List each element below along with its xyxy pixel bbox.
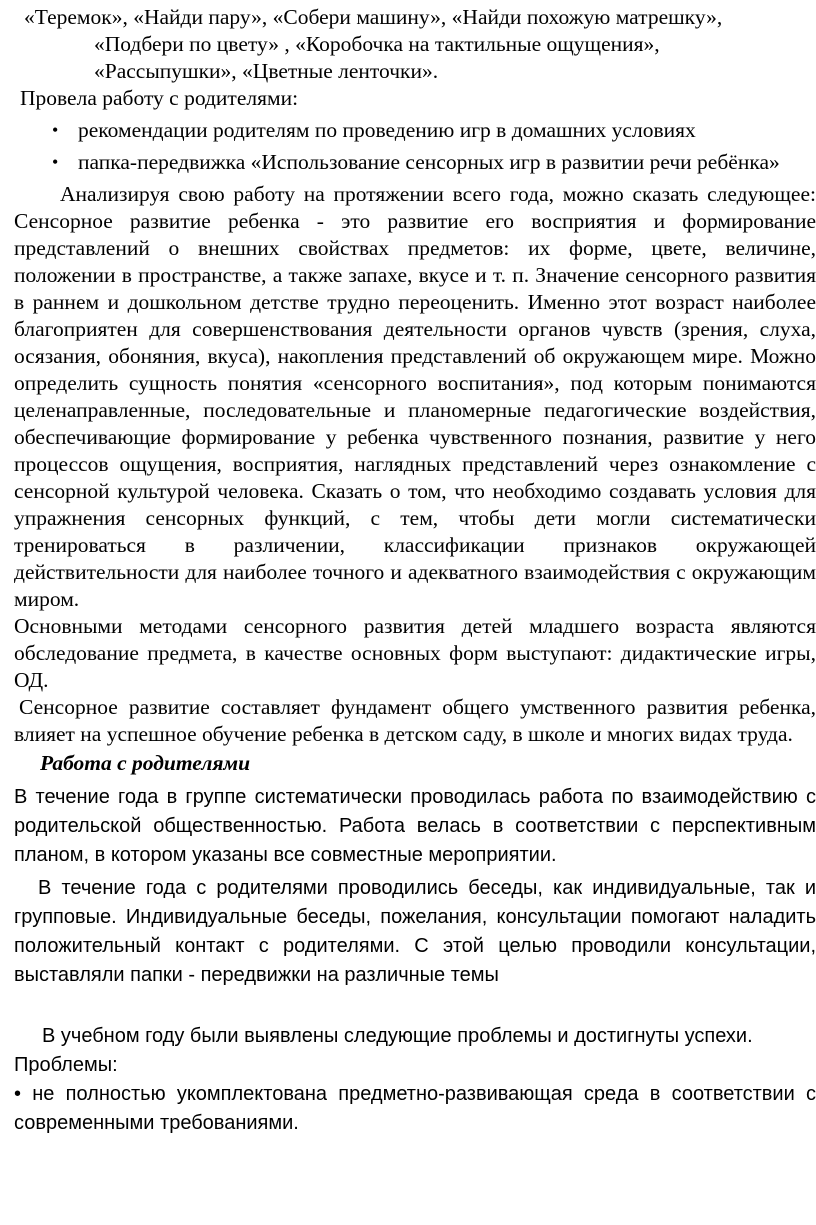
parents-intro: Провела работу с родителями: xyxy=(20,86,299,110)
methods-paragraph: Основными методами сенсорного развития детей младшего возраста являются обследование предмета, в качестве основных форм выступают: дидактические игры, ОД. xyxy=(14,614,816,692)
bullet-icon: • xyxy=(52,152,59,172)
analysis-paragraph: Анализируя свою работу на протяжении всего года, можно сказать следующее: Сенсорное развитие ребенка - это развитие его восприятия и формирование представлений о внешних свойствах предметов: их форме, цвете, величине, положении в пространстве, а также запахе, вкусе и т. п. Значение сенсорного развития в раннем и дошкольном детстве трудно переоценить. Именно этот возраст наиболее благоприятен для совершенствования деятельности органов чувств (зрения, слуха, осязания, обоняния, вкуса), накопления представлений об окружающем мире. Можно определить сущность понятия «сенсорного воспитания», под которым понимаются целенаправленные, последовательные и планомерные педагогические воздействия, обеспечивающие формирование у ребенка чувственного познания, развитие у него процессов ощущения, восприятия, наглядных представлений через ознакомление с сенсорной культурой человека. Сказать о том, что необходимо создавать условия для упражнения сенсорных функций, с тем, чтобы дети могли систематически тренироваться в различении, классификации признаков окружающей действительности для наиболее точного и адекватного взаимодействия с окружающим миром. xyxy=(14,182,816,611)
foundation-paragraph: Сенсорное развитие составляет фундамент общего умственного развития ребенка, влияет на успешное обучение ребенка в детском саду, в школе и многих видах труда. xyxy=(14,695,816,746)
list-item xyxy=(14,149,816,176)
parents-work-paragraph: В течение года в группе систематически проводилась работа по взаимодействию с родительской общественностью. Работа велась в соответствии с перспективным планом, в котором указаны все совместные мероприятии. xyxy=(14,786,816,866)
games-line-1: «Теремок», «Найди пару», «Собери машину», «Найди похожую матрешку», xyxy=(24,5,723,29)
problems-label: Проблемы: xyxy=(14,1054,118,1076)
section-heading: Работа с родителями xyxy=(40,751,251,775)
games-list-paragraph xyxy=(24,4,816,85)
problem-item: • не полностью укомплектована предметно-развивающая среда в соответствии с современными требованиями. xyxy=(14,1083,816,1134)
list-item xyxy=(14,117,816,144)
bullet-text: рекомендации родителям по проведению игр в домашних условиях xyxy=(78,118,696,142)
games-line-2: «Подбери по цвету» , «Коробочка на тактильные ощущения», xyxy=(94,32,660,56)
conversations-paragraph: В течение года с родителями проводились беседы, как индивидуальные, так и групповые. Индивидуальные беседы, пожелания, консультации помогают наладить положительный контакт с родителями. С этой целью проводили консультации, выставляли папки - передвижки на различные темы xyxy=(14,877,816,986)
bullet-text: папка-передвижка «Использование сенсорных игр в развитии речи ребёнка» xyxy=(78,150,780,174)
document-page xyxy=(14,4,816,1138)
parents-bullet-list xyxy=(14,117,816,176)
results-intro: В учебном году были выявлены следующие проблемы и достигнуты успехи. xyxy=(42,1025,753,1047)
games-line-3: «Рассыпушки», «Цветные ленточки». xyxy=(94,59,439,83)
spacer xyxy=(14,990,816,1022)
bullet-icon: • xyxy=(52,120,59,140)
